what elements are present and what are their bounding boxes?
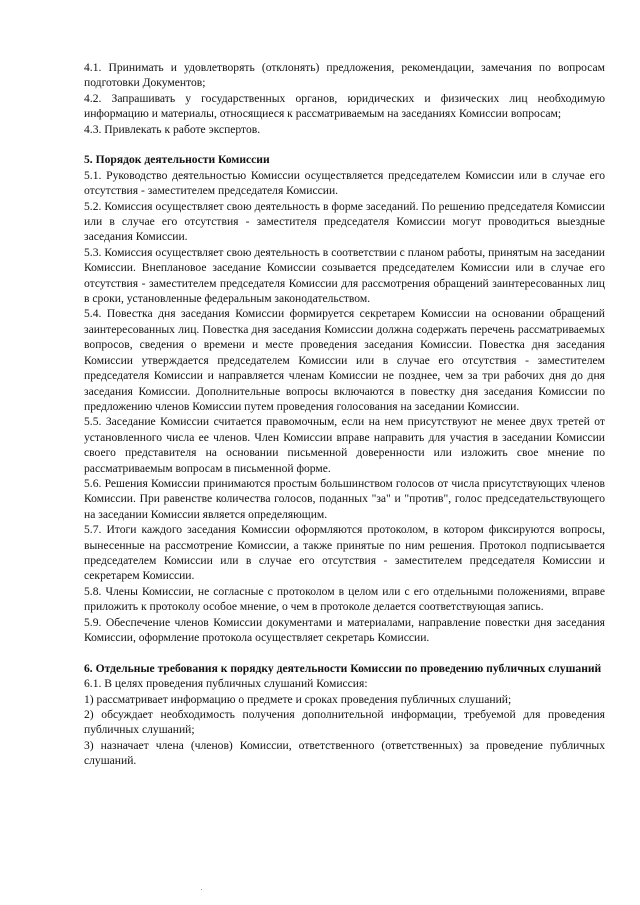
clause-4-1: 4.1. Принимать и удовлетворять (отклонять) предложения, рекомендации, замечания по вопросам подготовки Документов; <box>84 61 605 90</box>
clause-5-7: 5.7. Итоги каждого заседания Комиссии оформляются протоколом, в котором фиксируются вопросы, вынесенные на рассмотрение Комиссии, а также принятые по ним решения. Протокол подписывается председателем Комиссии или в случае его отсутствия - заместителем председателя Комиссии и секретарем Комиссии. <box>84 523 605 583</box>
clause-5-2: 5.2. Комиссия осуществляет свою деятельность в форме заседаний. По решению председателя Комиссии или в случае его отсутствия - заместителя председателя Комиссии могут проводиться выездные заседания Комиссии. <box>84 199 605 244</box>
clause-5-5: 5.5. Заседание Комиссии считается правомочным, если на нем присутствуют не менее двух третей от установленного числа ее членов. Член Комиссии вправе направить для участия в заседании Комиссии своего представителя на основании письменной доверенности или изложить свое мнение по рассматриваемым вопросам в письменной форме. <box>84 415 605 475</box>
clause-6-1: 6.1. В целях проведения публичных слушаний Комиссия: <box>84 677 368 691</box>
scan-speck <box>201 889 202 890</box>
sub-item-2: 2) обсуждает необходимость получения дополнительной информации, требуемой для проведения публичных слушаний; <box>84 708 605 737</box>
clause-5-6: 5.6. Решения Комиссии принимаются простым большинством голосов от числа присутствующих членов Комиссии. При равенстве количества голосов, поданных "за" и "против", голос председательствующего на заседании Комиссии является определяющим. <box>84 476 605 521</box>
section-6-heading: 6. Отдельные требования к порядку деятельности Комиссии по проведению публичных слушаний <box>84 661 602 675</box>
clause-4-2: 4.2. Запрашивать у государственных органов, юридических и физических лиц необходимую информацию и материалы, относящиеся к рассматриваемым на заседаниях Комиссии вопросам; <box>84 91 605 121</box>
clause-5-1: 5.1. Руководство деятельностью Комиссии осуществляется председателем Комиссии или в случае его отсутствия - заместителем председателя Комиссии. <box>84 168 605 198</box>
sub-item-3: 3) назначает члена (членов) Комиссии, ответственного (ответственных) за проведение публичных слушаний. <box>84 738 605 768</box>
section-spacer <box>84 645 605 660</box>
sub-item-1: 1) рассматривает информацию о предмете и сроках проведения публичных слушаний; <box>84 692 512 706</box>
clause-5-9: 5.9. Обеспечение членов Комиссии документами и материалами, направление повестки дня заседания Комиссии, оформление протокола осуществляет секретарь Комиссии. <box>84 615 605 645</box>
section-5-heading: 5. Порядок деятельности Комиссии <box>84 153 270 167</box>
document-page <box>84 60 605 769</box>
clause-5-8: 5.8. Члены Комиссии, не согласные с протоколом в целом или с его отдельными положениями, вправе приложить к протоколу особое мнение, о чем в протоколе делается соответствующая запись. <box>84 584 605 614</box>
clause-4-3: 4.3. Привлекать к работе экспертов. <box>84 122 261 136</box>
clause-5-3: 5.3. Комиссия осуществляет свою деятельность в соответствии с планом работы, принятым на заседании Комиссии. Внеплановое заседание Комиссии созывается председателем Комиссии или в случае его отсутствия - заместителем председателя Комиссии для рассмотрения обращений заинтересованных лиц в сроки, установленные федеральным законодательством. <box>84 245 605 306</box>
clause-5-4: 5.4. Повестка дня заседания Комиссии формируется секретарем Комиссии на основании обращений заинтересованных лиц. Повестка дня заседания Комиссии должна содержать перечень рассматриваемых вопросов, сведения о времени и месте проведения заседания Комиссии. Повестка дня заседания Комиссии утверждается председателем Комиссии или в случае его отсутствия - заместителем председателя Комиссии и направляется членам Комиссии не позднее, чем за три рабочих дня до дня заседания Комиссии. Дополнительные вопросы включаются в повестку дня заседания Комиссии по предложению членов Комиссии путем проведения голосования на заседании Комиссии. <box>84 307 605 413</box>
section-spacer <box>84 137 605 152</box>
